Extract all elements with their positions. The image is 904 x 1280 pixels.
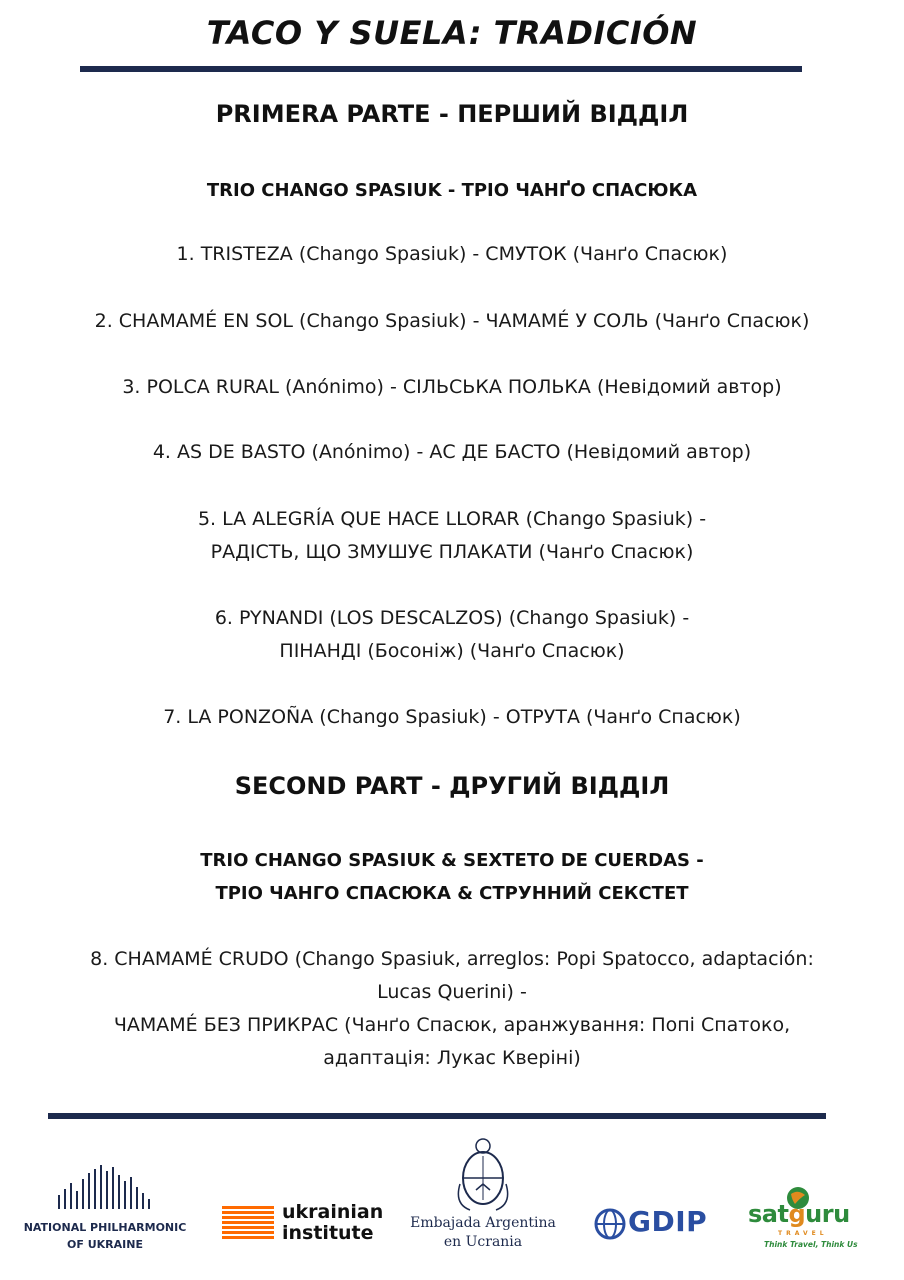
program-item-line: Lucas Querini) -	[377, 981, 527, 1003]
logo-text: institute	[282, 1222, 374, 1244]
program-item-line: ПІНАНДІ (Босоніж) (Чанґо Спасюк)	[279, 640, 625, 662]
part1-ensemble: TRIO CHANGO SPASIUK - ТРІО ЧАНҐО СПАСЮКА	[206, 180, 698, 201]
program-item-line: 7. LA PONZOÑA (Chango Spasiuk) - ОТРУТА (Чанґо Спасюк)	[163, 706, 741, 728]
logo-tagline: Think Travel, Think Us	[764, 1240, 858, 1249]
gdip-logo	[594, 1204, 714, 1244]
part2-ensemble	[0, 844, 904, 910]
embassy-argentina-logo	[410, 1134, 556, 1258]
program-item-line: 6. PYNANDI (LOS DESCALZOS) (Chango Spasiuk) -	[214, 607, 690, 629]
program-item	[0, 238, 904, 271]
logo-text: g	[788, 1200, 806, 1228]
logo-text: OF UKRAINE	[67, 1238, 143, 1251]
part2-heading: SECOND PART - ДРУГИЙ ВІДДІЛ	[234, 772, 670, 800]
page-title: TACO Y SUELA: TRADICIÓN	[206, 14, 698, 52]
organ-pipes-icon	[56, 1165, 156, 1209]
program-item	[0, 371, 904, 404]
program-item-line: 4. AS DE BASTO (Anónimo) - АС ДЕ БАСТО (Невідомий автор)	[152, 441, 752, 463]
program-item	[0, 436, 904, 469]
program-item	[0, 503, 904, 569]
logo-text: sat	[748, 1200, 789, 1228]
part1-heading: PRIMERA PARTE - ПЕРШИЙ ВІДДІЛ	[215, 100, 689, 128]
argentine-coat-of-arms-icon	[410, 1134, 556, 1214]
program-item-line: 5. LA ALEGRÍA QUE HACE LLORAR (Chango Spasiuk) -	[197, 508, 707, 530]
program-item-line: 3. POLCA RURAL (Anónimo) - СІЛЬСЬКА ПОЛЬКА (Невідомий автор)	[122, 376, 782, 398]
logo-text: ukrainian	[282, 1201, 384, 1223]
satguru-travel-logo	[748, 1186, 860, 1256]
striped-square-icon	[222, 1206, 274, 1240]
program-item	[0, 943, 904, 1075]
program-item-line: ЧАМАМÉ БЕЗ ПРИКРАС (Чанґо Спасюк, аранжування: Попі Спатоко,	[113, 1014, 791, 1036]
logo-text: Embajada Argentina	[410, 1215, 556, 1231]
bottom-divider	[48, 1113, 826, 1119]
logo-text: GDIP	[628, 1205, 708, 1238]
globe-icon	[594, 1208, 626, 1240]
logo-text: en Ucrania	[443, 1234, 523, 1250]
program-item-line: 1. TRISTEZA (Chango Spasiuk) - СМУТОК (Чанґо Спасюк)	[176, 243, 728, 265]
program-item-line: адаптація: Лукас Кверіні)	[323, 1047, 581, 1069]
national-philharmonic-logo	[22, 1165, 188, 1255]
ukrainian-institute-logo	[220, 1200, 390, 1250]
ensemble-line: ТРІО ЧАНГО СПАСЮКА & СТРУННИЙ СЕКСТЕТ	[215, 883, 689, 904]
program-item-line: 2. CHAMAMÉ EN SOL (Chango Spasiuk) - ЧАМАМÉ У СОЛЬ (Чанґо Спасюк)	[94, 310, 810, 332]
program-item	[0, 701, 904, 734]
program-item-line: РАДІСТЬ, ЩО ЗМУШУЄ ПЛАКАТИ (Чанґо Спасюк)	[210, 541, 694, 563]
top-divider	[80, 66, 802, 72]
logo-text: TRAVEL	[778, 1230, 828, 1237]
logo-text: uru	[805, 1200, 850, 1228]
program-item	[0, 602, 904, 668]
program-item-line: 8. CHAMAMÉ CRUDO (Chango Spasiuk, arreglos: Popi Spatocco, adaptación:	[90, 948, 814, 970]
ensemble-line: TRIO CHANGO SPASIUK & SEXTETO DE CUERDAS -	[200, 850, 704, 871]
program-item	[0, 305, 904, 338]
logo-text: NATIONAL PHILHARMONIC	[23, 1221, 187, 1234]
